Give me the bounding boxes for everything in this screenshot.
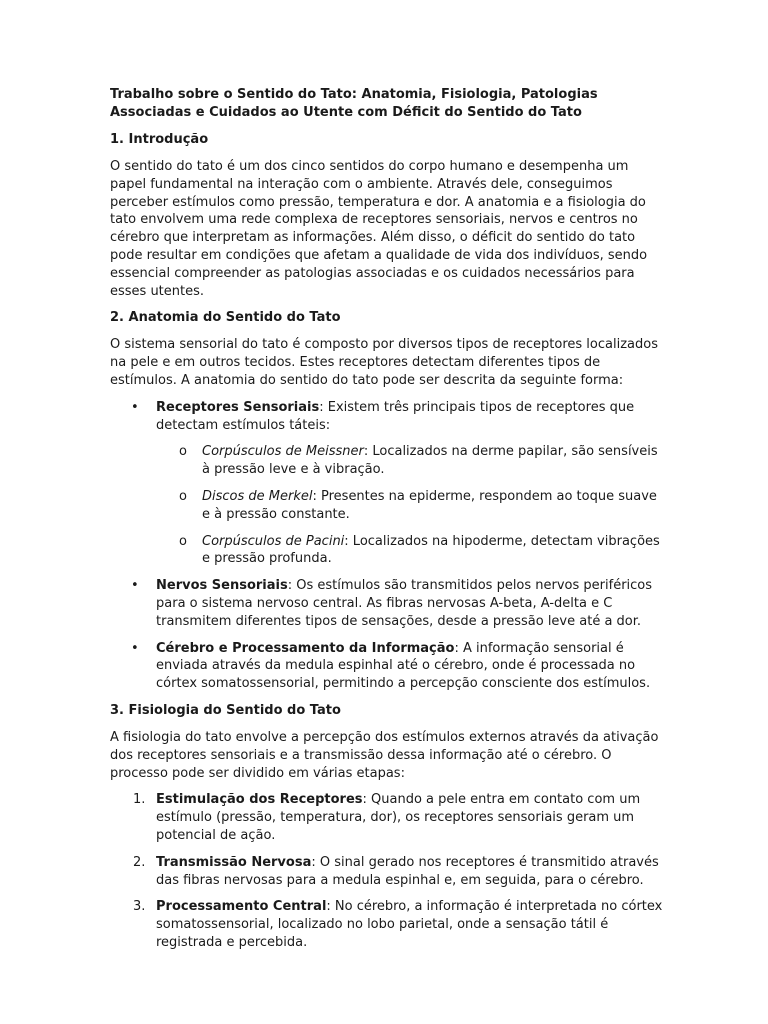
section-heading-physiology: 3. Fisiologia do Sentido do Tato <box>110 702 341 718</box>
document-title: Trabalho sobre o Sentido do Tato: Anatomia, Fisiologia, Patologias Associadas e Cuidados ao Utente com Déficit do Sentido do Tato <box>110 87 598 120</box>
sub-item-term: Discos de Merkel <box>202 488 313 504</box>
sub-item-text: : Presentes na epiderme, respondem ao toque suave e à pressão constante. <box>202 488 657 522</box>
step-term: Processamento Central <box>156 899 327 915</box>
list-item <box>110 791 664 844</box>
physiology-step-list <box>110 791 664 951</box>
sub-item-text: : Localizados na hipoderme, detectam vibrações e pressão profunda. <box>202 533 660 567</box>
list-item <box>110 577 664 630</box>
anatomy-bullet-list <box>110 399 664 693</box>
bullet-term: Nervos Sensoriais <box>156 578 288 594</box>
step-number: 1. <box>133 792 146 808</box>
step-term: Transmissão Nervosa <box>156 854 312 870</box>
section-heading-anatomy: 2. Anatomia do Sentido do Tato <box>110 310 341 326</box>
receptor-sub-list <box>156 443 664 568</box>
list-item <box>110 443 664 479</box>
list-item <box>110 533 664 569</box>
list-item <box>110 854 664 890</box>
list-item <box>110 399 664 568</box>
step-number: 3. <box>133 899 146 915</box>
sub-item-term: Corpúsculos de Pacini <box>202 533 345 549</box>
step-term: Estimulação dos Receptores <box>156 792 363 808</box>
bullet-term: Receptores Sensoriais <box>156 399 320 415</box>
intro-paragraph: O sentido do tato é um dos cinco sentidos do corpo humano e desempenha um papel fundamental na interação com o ambiente. Através dele, conseguimos perceber estímulos como pressão, temperatura e dor. A anatomia e a fisiologia do tato envolvem uma rede complexa de receptores sensoriais, nervos e centros no cérebro que interpretam as informações. Além disso, o déficit do sentido do tato pode resultar em condições que afetam a qualidade de vida dos indivíduos, sendo essencial compreender as patologias associadas e os cuidados necessários para esses utentes. <box>110 159 648 299</box>
sub-bullet-marker: o <box>179 533 187 549</box>
sub-bullet-marker: o <box>179 444 187 460</box>
step-text: : Quando a pele entra em contato com um estímulo (pressão, temperatura, dor), os receptores sensoriais geram um potencial de ação. <box>156 792 641 843</box>
step-text: : No cérebro, a informação é interpretada no córtex somatossensorial, localizado no lobo parietal, onde a sensação tátil é registrada e percebida. <box>156 899 663 950</box>
list-item <box>110 640 664 693</box>
bullet-text: : Os estímulos são transmitidos pelos nervos periféricos para o sistema nervoso central. As fibras nervosas A-beta, A-delta e C transmitem diferentes tipos de sensações, desde a pressão leve até a dor. <box>156 578 653 629</box>
step-text: : O sinal gerado nos receptores é transmitido através das fibras nervosas para a medula espinhal e, em seguida, para o cérebro. <box>156 854 659 888</box>
sub-item-text: : Localizados na derme papilar, são sensíveis à pressão leve e à vibração. <box>202 444 658 478</box>
bullet-text: : Existem três principais tipos de receptores que detectam estímulos táteis: <box>156 399 635 433</box>
list-item <box>110 898 664 951</box>
step-number: 2. <box>133 854 146 870</box>
sub-item-term: Corpúsculos de Meissner <box>202 444 364 460</box>
section-heading-intro: 1. Introdução <box>110 132 209 147</box>
bullet-text: : A informação sensorial é enviada através da medula espinhal até o cérebro, onde é processada no córtex somatossensorial, permitindo a percepção consciente dos estímulos. <box>156 640 651 692</box>
list-item <box>110 488 664 524</box>
anatomy-paragraph: O sistema sensorial do tato é composto por diversos tipos de receptores localizados na pele e em outros tecidos. Estes receptores detectam diferentes tipos de estímulos. A anatomia do sentido do tato pode ser descrita da seguinte forma: <box>110 337 658 388</box>
bullet-term: Cérebro e Processamento da Informação <box>156 640 455 656</box>
sub-bullet-marker: o <box>179 488 187 504</box>
physiology-paragraph: A fisiologia do tato envolve a percepção dos estímulos externos através da ativação dos receptores sensoriais e a transmissão dessa informação até o cérebro. O processo pode ser dividido em várias etapas: <box>110 729 659 781</box>
